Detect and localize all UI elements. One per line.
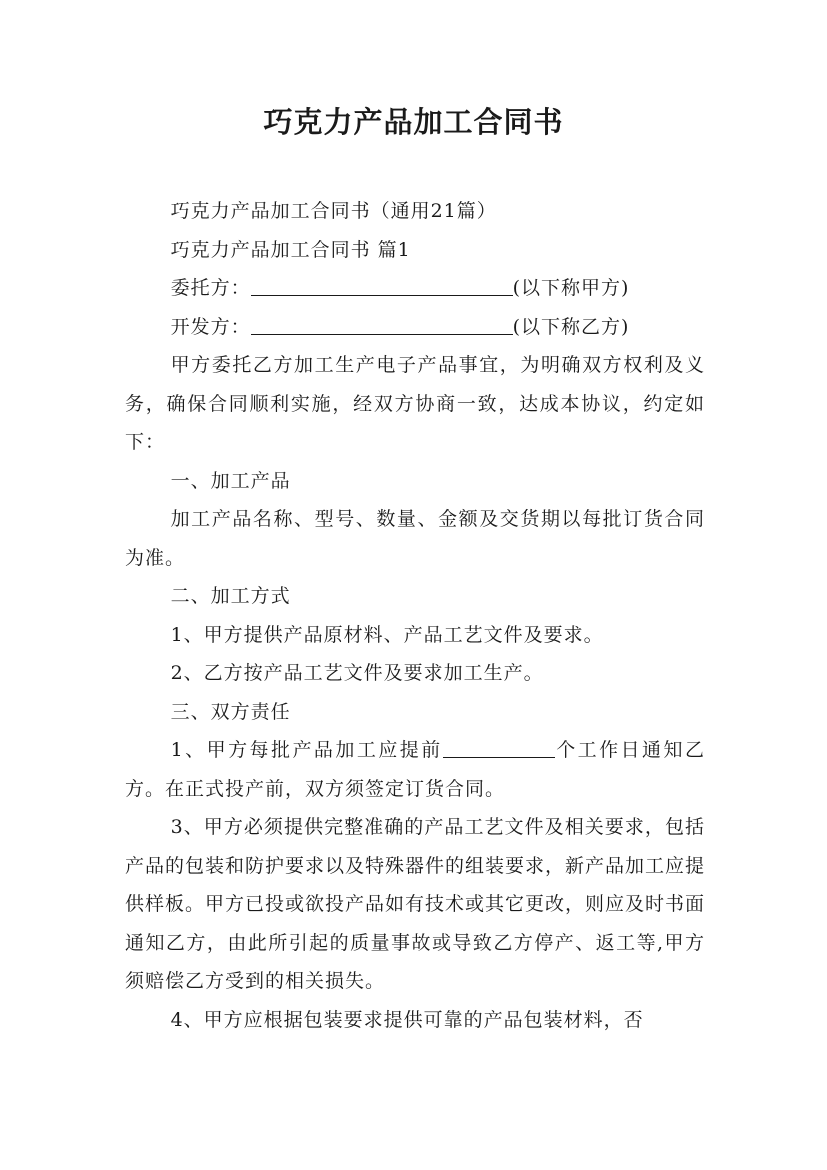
document-title: 巧克力产品加工合同书 xyxy=(263,105,564,139)
developer-suffix: (以下称乙方) xyxy=(512,315,630,338)
developer-label: 开发方： xyxy=(170,315,251,338)
client-suffix: (以下称甲方) xyxy=(512,277,630,299)
processing-method-item-2: 2、乙方按产品工艺文件及要求加工生产。 xyxy=(170,662,544,684)
processing-method-item-1: 1、甲方提供产品原材料、产品工艺文件及要求。 xyxy=(170,623,604,646)
client-blank xyxy=(251,273,513,296)
processed-products-paragraph: 加工产品名称、型号、数量、金额及交货期以每批订货合同为准。 xyxy=(125,508,705,569)
document-body xyxy=(125,192,705,1039)
developer-blank xyxy=(251,312,513,335)
client-line xyxy=(125,269,705,308)
responsibility-item-1 xyxy=(125,731,705,808)
notice-days-blank xyxy=(443,735,555,758)
intro-paragraph: 甲方委托乙方加工生产电子产品事宜，为明确双方权利及义务，确保合同顺利实施，经双方协商一致，达成本协议，约定如下： xyxy=(125,354,705,453)
developer-line xyxy=(125,308,705,347)
heading-processed-products: 一、加工产品 xyxy=(170,469,291,492)
heading-responsibilities: 三、双方责任 xyxy=(170,700,291,723)
heading-processing-method: 二、加工方式 xyxy=(170,585,291,607)
responsibility-item-4: 4、甲方应根据包装要求提供可靠的产品包装材料，否 xyxy=(170,1008,644,1031)
section-heading: 巧克力产品加工合同书 篇1 xyxy=(170,238,411,261)
responsibility-item-1-after: 个工作日通知乙方。在正式投产前，双方须签定订货合同。 xyxy=(125,739,705,800)
client-label: 委托方： xyxy=(170,277,251,299)
document-subtitle: 巧克力产品加工合同书（通用21篇） xyxy=(170,200,497,222)
responsibility-item-3: 3、甲方必须提供完整准确的产品工艺文件及相关要求，包括产品的包装和防护要求以及特殊器件的组装要求，新产品加工应提供样板。甲方已投或欲投产品如有技术或其它更改，则应及时书面通知乙方，由此所引起的质量事故或导致乙方停产、返工等,甲方须赔偿乙方受到的相关损失。 xyxy=(125,816,706,992)
responsibility-item-1-before: 1、甲方每批产品加工应提前 xyxy=(170,739,443,761)
